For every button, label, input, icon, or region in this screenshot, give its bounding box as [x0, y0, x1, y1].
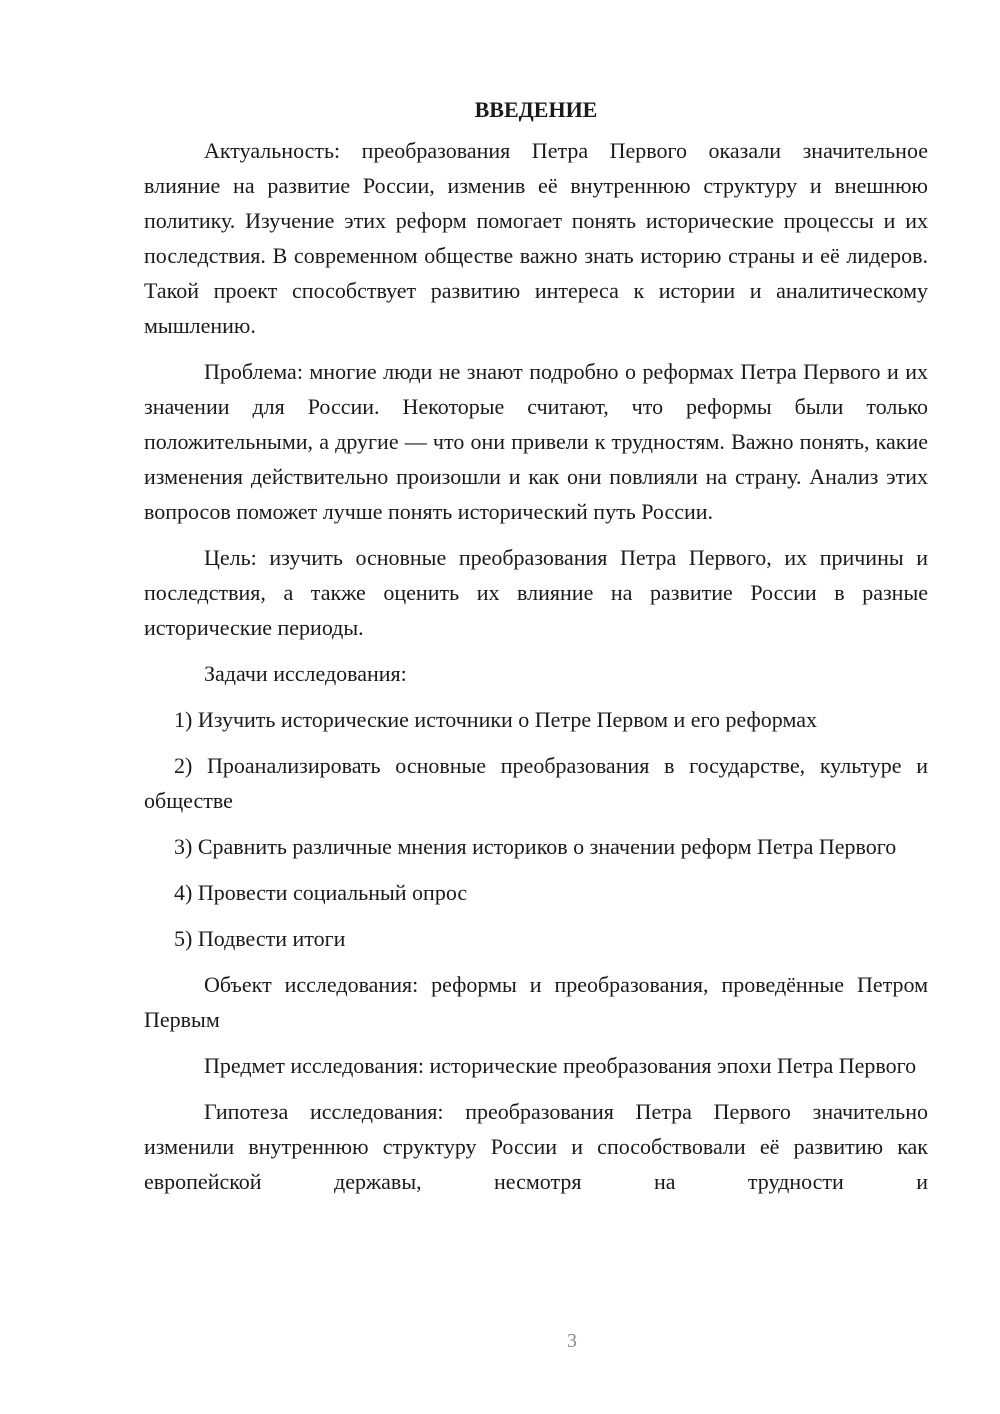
- page-title: ВВЕДЕНИЕ: [474, 97, 598, 122]
- page-number: 3: [567, 1330, 577, 1352]
- document-page: [144, 92, 928, 1199]
- paragraph-object: Объект исследования: реформы и преобразования, проведённые Петром Первым: [144, 972, 928, 1032]
- task-item-3: 3) Сравнить различные мнения историков о значении реформ Петра Первого: [174, 834, 897, 859]
- paragraph-relevance: Актуальность: преобразования Петра Первого оказали значительное влияние на развитие России, изменив её внутреннюю структуру и внешнюю политику. Изучение этих реформ помогает понять исторические процессы и их последствия. В современном обществе важно знать историю страны и её лидеров. Такой проект способствует развитию интереса к истории и аналитическому мышлению.: [144, 138, 928, 338]
- paragraph-problem: Проблема: многие люди не знают подробно о реформах Петра Первого и их значении для России. Некоторые считают, что реформы были только положительными, а другие — что они привели к трудностям. Важно понять, какие изменения действительно произошли и как они повлияли на страну. Анализ этих вопросов поможет лучше понять исторический путь России.: [144, 359, 928, 524]
- task-item-4: 4) Провести социальный опрос: [174, 880, 468, 905]
- tasks-heading: Задачи исследования:: [204, 661, 407, 686]
- task-item-5: 5) Подвести итоги: [174, 926, 346, 951]
- paragraph-subject: Предмет исследования: исторические преобразования эпохи Петра Первого: [204, 1053, 917, 1078]
- paragraph-goal: Цель: изучить основные преобразования Петра Первого, их причины и последствия, а также оценить их влияние на развитие России в разные исторические периоды.: [144, 545, 928, 640]
- paragraph-hypothesis: Гипотеза исследования: преобразования Петра Первого значительно изменили внутреннюю структуру России и способствовали её развитию как европейской державы, несмотря на трудности и: [144, 1099, 928, 1194]
- task-item-2: 2) Проанализировать основные преобразования в государстве, культуре и обществе: [144, 753, 928, 813]
- task-item-1: 1) Изучить исторические источники о Петре Первом и его реформах: [174, 707, 817, 732]
